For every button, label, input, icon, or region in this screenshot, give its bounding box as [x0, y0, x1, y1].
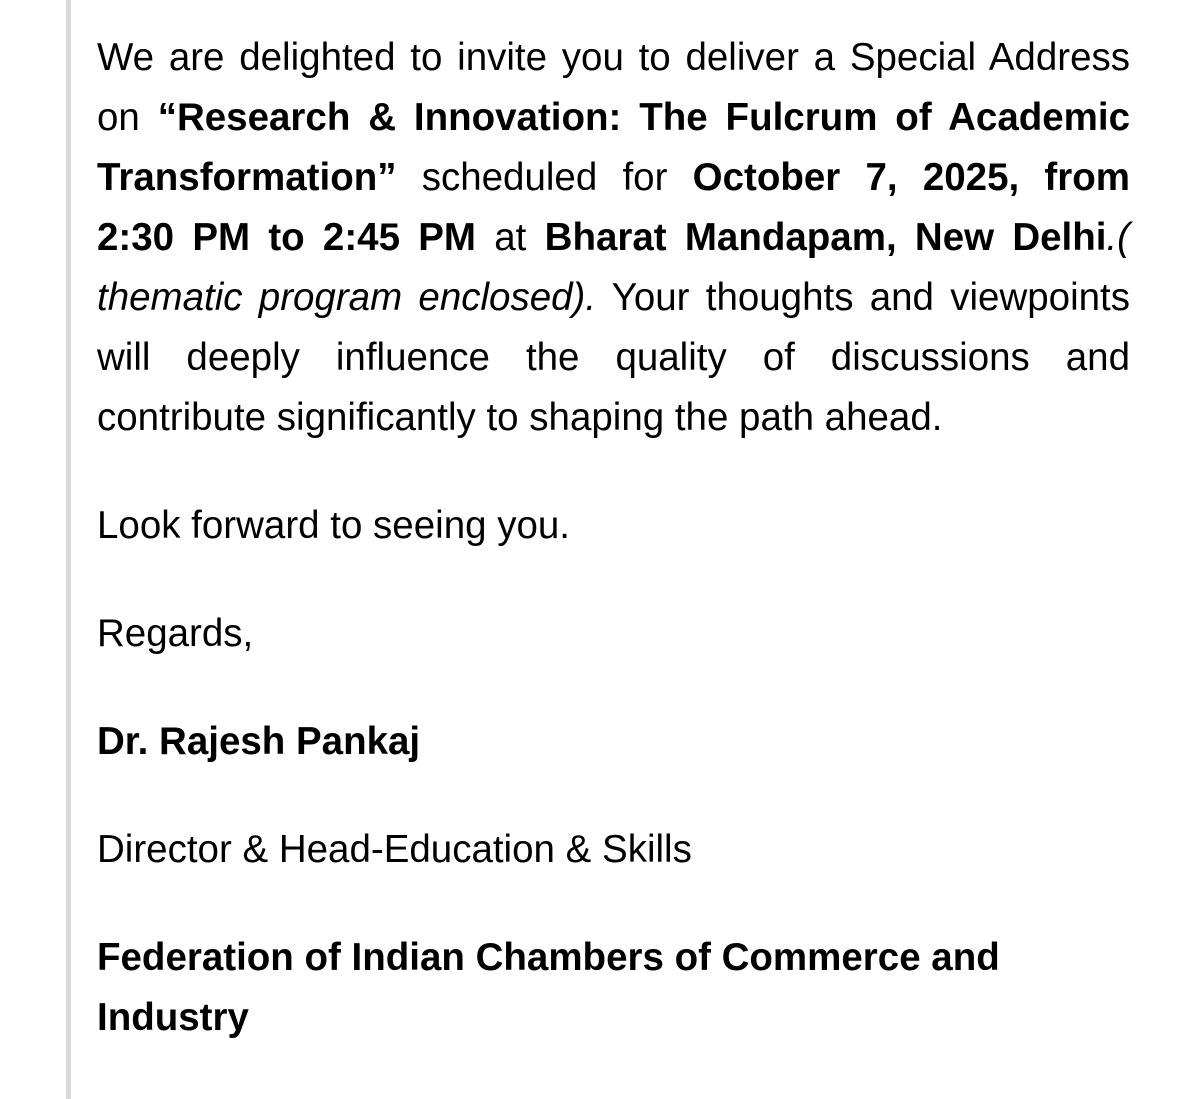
regards-line: Regards,	[97, 612, 254, 655]
invitation-text-4: Your thoughts and viewpoints will deeply influence the quality of discussions and contribute significantly to shaping the path ahead.	[97, 276, 1131, 439]
invitation-text-3: at	[476, 216, 545, 259]
organization-name: Federation of Indian Chambers of Commerce and Industry	[97, 936, 1000, 1039]
event-datetime: October 7, 2025, from 2:30 PM to 2:45 PM	[97, 156, 1130, 259]
invitation-paragraph	[97, 28, 1130, 448]
event-venue: Bharat Mandapam, New Delhi	[544, 216, 1107, 259]
signer-name: Dr. Rajesh Pankaj	[97, 720, 421, 763]
invitation-text-2: scheduled for	[396, 156, 693, 199]
quote-bar	[66, 0, 71, 1099]
address-topic: “Research & Innovation: The Fulcrum of Academic Transformation”	[97, 96, 1131, 199]
closing-line: Look forward to seeing you.	[97, 504, 570, 547]
email-body	[97, 28, 1130, 1048]
signer-title: Director & Head-Education & Skills	[97, 828, 692, 871]
program-note: .( thematic program enclosed).	[97, 216, 1130, 319]
invitation-text-1: We are delighted to invite you to deliver a Special Address on	[97, 36, 1130, 139]
